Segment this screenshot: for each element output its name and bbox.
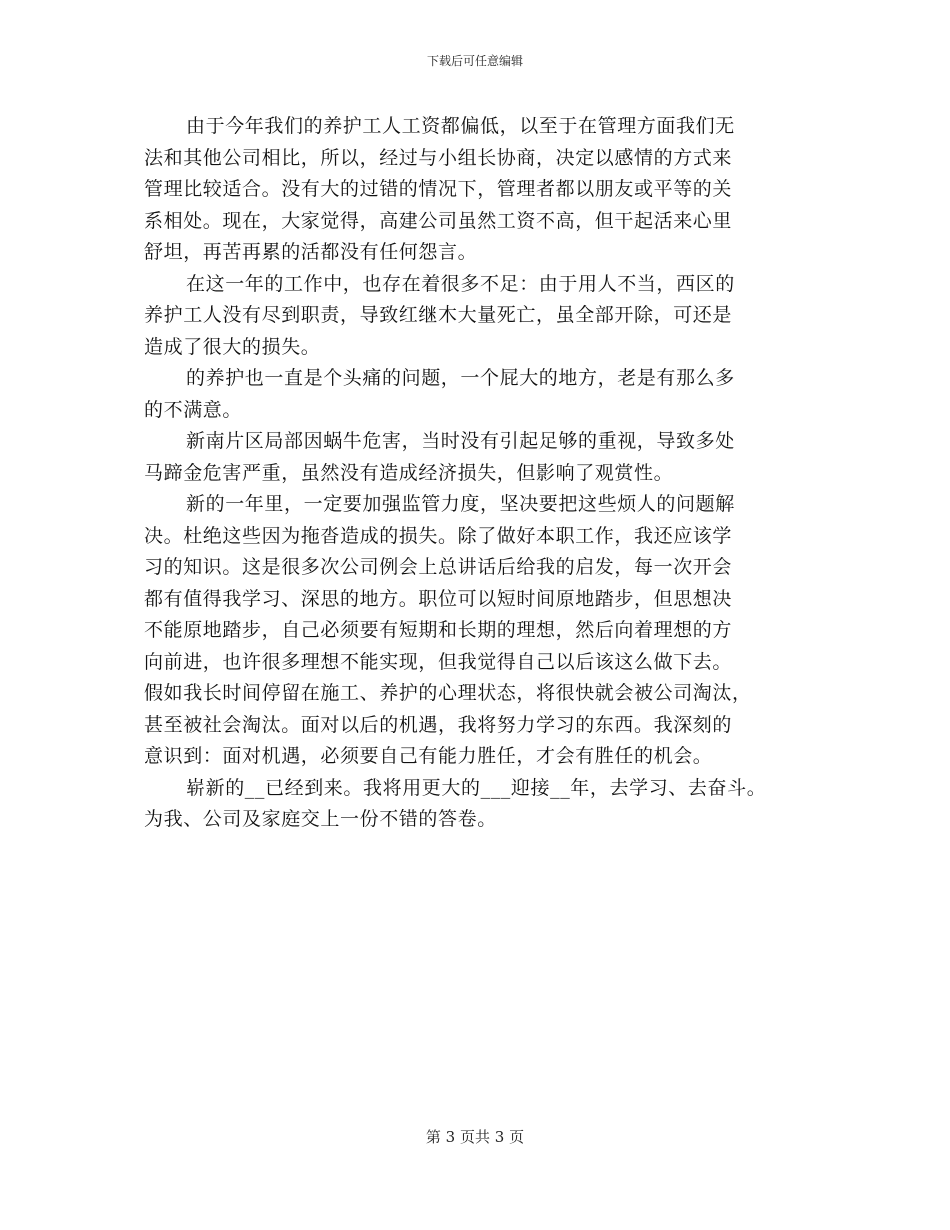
- body-line: 的养护也一直是个头痛的问题，一个屁大的地方，老是有那么多: [186, 367, 735, 389]
- body-line: 马蹄金危害严重，虽然没有造成经济损失，但影响了观赏性。: [144, 461, 674, 484]
- body-line: 管理比较适合。没有大的过错的情况下，管理者都以朋友或平等的关: [144, 178, 733, 200]
- body-line: 为我、公司及家庭交上一份不错的答卷。: [144, 808, 497, 830]
- page-footer: 第 3 页共 3 页: [425, 1128, 525, 1146]
- body-line: 甚至被社会淘汰。面对以后的机遇，我将努力学习的东西。我深刻的: [144, 713, 733, 736]
- body-line: 意识到：面对机遇，必须要自己有能力胜任，才会有胜任的机会。: [144, 745, 713, 767]
- body-line: 法和其他公司相比，所以，经过与小组长协商，决定以感情的方式来: [144, 146, 733, 169]
- body-line: 崭新的__已经到来。我将用更大的___迎接__年，去学习、去奋斗。: [186, 776, 767, 799]
- body-line: 假如我长时间停留在施工、养护的心理状态，将很快就会被公司淘汰，: [144, 682, 752, 704]
- body-line: 在这一年的工作中，也存在着很多不足：由于用人不当，西区的: [186, 272, 735, 295]
- body-line: 习的知识。这是很多次公司例会上总讲话后给我的启发，每一次开会: [144, 556, 733, 578]
- body-line: 不能原地踏步，自己必须要有短期和长期的理想，然后向着理想的方: [144, 619, 733, 641]
- body-line: 的不满意。: [144, 398, 243, 421]
- document-body: [144, 111, 824, 836]
- page-header: 下载后可任意编辑: [426, 54, 523, 68]
- body-line: 向前进，也许很多理想不能实现，但我觉得自己以后该这么做下去。: [144, 650, 733, 673]
- body-line: 造成了很大的损失。: [144, 335, 321, 358]
- body-line: 系相处。现在，大家觉得，高建公司虽然工资不高，但干起活来心里: [144, 209, 733, 232]
- body-line: 新的一年里，一定要加强监管力度，坚决要把这些烦人的问题解: [186, 493, 735, 515]
- body-line: 都有值得我学习、深思的地方。职位可以短时间原地踏步，但思想决: [144, 587, 733, 610]
- body-line: 新南片区局部因蜗牛危害，当时没有引起足够的重视，导致多处: [186, 430, 735, 452]
- body-line: 由于今年我们的养护工人工资都偏低，以至于在管理方面我们无: [186, 115, 735, 137]
- body-line: 舒坦，再苦再累的活都没有任何怨言。: [144, 241, 478, 263]
- body-line: 养护工人没有尽到职责，导致红继木大量死亡，虽全部开除，可还是: [144, 304, 733, 326]
- body-line: 决。杜绝这些因为拖沓造成的损失。除了做好本职工作，我还应该学: [144, 524, 733, 547]
